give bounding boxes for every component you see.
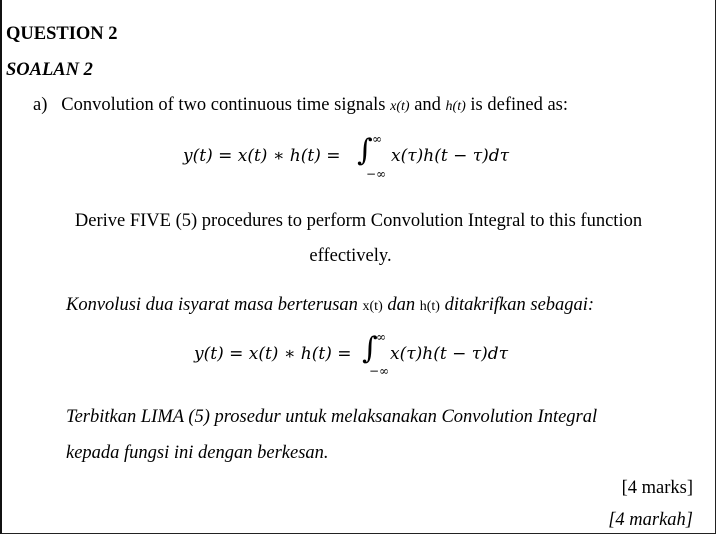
part-label: a) [33, 95, 48, 115]
malay-signal-h-label: h(t) [419, 299, 440, 314]
soalan-heading: SOALAN 2 [6, 60, 93, 80]
malay-integral-sign: ∫ [362, 331, 378, 366]
malay-intro-suffix: ditakrifkan sebagai: [444, 295, 595, 315]
malay-intro-line [66, 295, 594, 316]
marks-malay: [4 markah] [608, 510, 693, 530]
signal-x-label: x(t) [390, 99, 410, 114]
malay-integral-upper: ∞ [376, 330, 386, 344]
malay-equation-lhs: y(t) = x(t) ∗ h(t) = [194, 344, 352, 364]
and-word: and [414, 95, 441, 115]
malay-integral-lower: −∞ [369, 364, 390, 378]
english-intro-line [33, 95, 568, 116]
english-intro-prefix: Convolution of two continuous time signals [61, 95, 386, 115]
english-equation-rhs: x(τ)h(t − τ)dτ [391, 146, 510, 166]
english-instruction-line2: effectively. [309, 246, 392, 266]
english-integral-lower: −∞ [366, 167, 387, 181]
english-equation-lhs: y(t) = x(t) ∗ h(t) = [183, 146, 341, 166]
english-integral-upper: ∞ [372, 132, 382, 146]
malay-intro-prefix: Konvolusi dua isyarat masa berterusan [66, 295, 358, 315]
malay-instruction-line1: Terbitkan LIMA (5) prosedur untuk melaksanakan Convolution Integral [66, 407, 598, 427]
dan-word: dan [387, 295, 416, 315]
signal-h-label: h(t) [445, 99, 466, 114]
malay-signal-x-label: x(t) [362, 299, 383, 314]
english-instruction-line1: Derive FIVE (5) procedures to perform Convolution Integral to this function [74, 211, 643, 231]
question-heading: QUESTION 2 [6, 24, 118, 44]
malay-instruction-line2: kepada fungsi ini dengan berkesan. [66, 443, 329, 463]
english-intro-suffix: is defined as: [470, 95, 569, 115]
english-integral-sign: ∫ [357, 133, 373, 168]
marks-english: [4 marks] [621, 478, 693, 498]
malay-equation-rhs: x(τ)h(t − τ)dτ [390, 344, 509, 364]
